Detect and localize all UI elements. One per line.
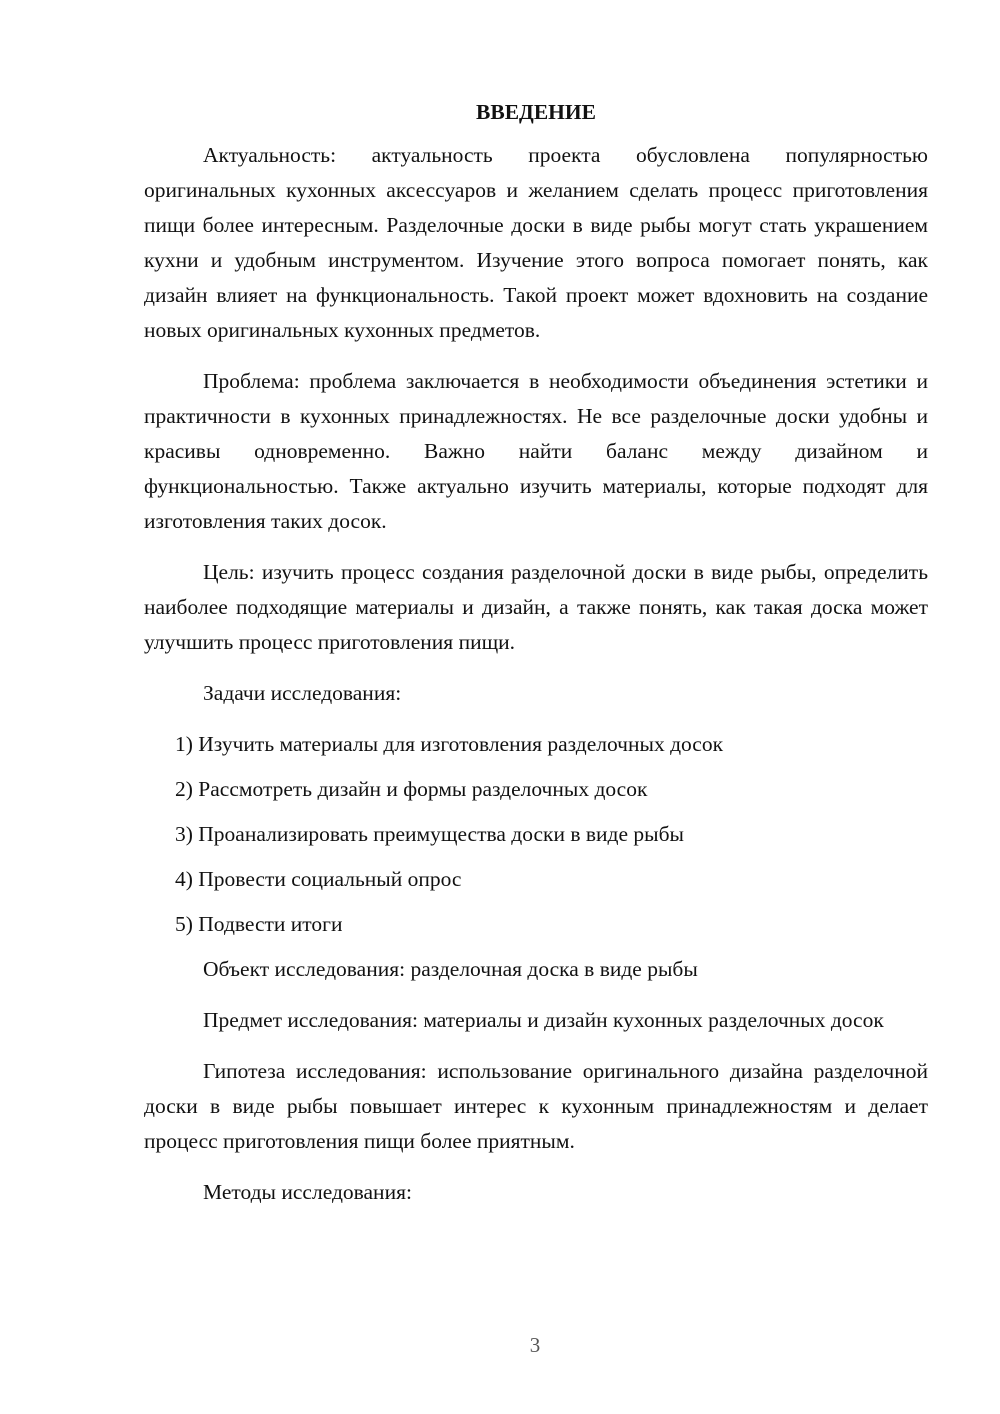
methods-title: Методы исследования: [203, 1180, 412, 1204]
task-item-1: 1) Изучить материалы для изготовления разделочных досок [175, 732, 724, 756]
research-subject: Предмет исследования: материалы и дизайн кухонных разделочных досок [203, 1008, 884, 1032]
page-number: 3 [529, 1333, 541, 1357]
task-item-5: 5) Подвести итоги [175, 912, 343, 936]
research-object: Объект исследования: разделочная доска в виде рыбы [203, 957, 698, 981]
section-heading: ВВЕДЕНИЕ [476, 100, 596, 124]
task-item-3: 3) Проанализировать преимущества доски в виде рыбы [175, 822, 684, 846]
paragraph-goal: Цель: изучить процесс создания разделочной доски в виде рыбы, определить наиболее подходящие материалы и дизайн, а также понять, как такая доска может улучшить процесс приготовления пищи. [144, 560, 928, 654]
page-content [144, 95, 928, 1226]
research-hypothesis: Гипотеза исследования: использование оригинального дизайна разделочной доски в виде рыбы повышает интерес к кухонным принадлежностям и делает процесс приготовления пищи более приятным. [144, 1059, 928, 1153]
task-item-4: 4) Провести социальный опрос [175, 867, 462, 891]
tasks-title: Задачи исследования: [203, 681, 402, 705]
task-item-2: 2) Рассмотреть дизайн и формы разделочных досок [175, 777, 648, 801]
paragraph-problem: Проблема: проблема заключается в необходимости объединения эстетики и практичности в кухонных принадлежностях. Не все разделочные доски удобны и красивы одновременно. Важно найти баланс между дизайном и функциональностью. Также актуально изучить материалы, которые подходят для изготовления таких досок. [144, 369, 928, 533]
paragraph-relevance: Актуальность: актуальность проекта обусловлена популярностью оригинальных кухонных аксессуаров и желанием сделать процесс приготовления пищи более интересным. Разделочные доски в виде рыбы могут стать украшением кухни и удобным инструментом. Изучение этого вопроса помогает понять, как дизайн влияет на функциональность. Такой проект может вдохновить на создание новых оригинальных кухонных предметов. [144, 143, 928, 342]
